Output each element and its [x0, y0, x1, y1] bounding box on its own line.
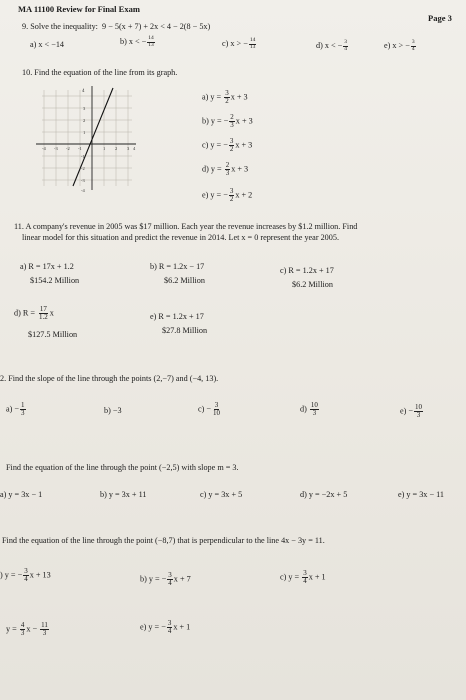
q14-c-num: 3: [303, 569, 307, 577]
q9-e-num: 3: [411, 39, 415, 45]
q14-e-text: e) y = −: [140, 622, 166, 632]
q10-d-text: d) y =: [202, 164, 224, 174]
q13-option-c: c) y = 3x + 5: [200, 490, 243, 499]
q10-option-b: [202, 114, 253, 129]
q14-d-fraction2: [40, 622, 49, 637]
q12-d-den: 3: [312, 409, 317, 417]
q14-a-den: 4: [24, 575, 28, 583]
q13-option-d: d) y = −2x + 5: [300, 490, 348, 499]
q12-e-fraction: [414, 404, 423, 419]
q9-option-c: [222, 38, 257, 50]
q12-c-text: c) −: [198, 404, 212, 414]
q9-c-den: 13: [249, 43, 256, 50]
q14-d-text: y =: [6, 624, 19, 634]
q14-d-num: 4: [20, 621, 25, 629]
q9-option-a: a) x < −14: [30, 40, 65, 49]
q14-option-a: [0, 568, 51, 583]
q11-option-b: b) R = 1.2x − 17: [150, 262, 205, 271]
q12-a-num: 1: [21, 401, 25, 409]
q14-e-fraction: [167, 620, 173, 635]
x-tick-label: 3: [127, 146, 130, 151]
y-tick-label: -3: [81, 178, 85, 183]
q14-a-fraction: [23, 568, 29, 583]
q11-option-d: [14, 306, 54, 321]
x-tick-label: -2: [66, 146, 70, 151]
q10-c-tail: x + 3: [235, 140, 253, 150]
graph-line: [73, 88, 113, 186]
q12-e-num: 10: [415, 403, 423, 411]
q11-option-e: e) R = 1.2x + 17: [150, 312, 204, 321]
q9-b-den: 13: [148, 41, 154, 48]
q9-e-den: 4: [411, 45, 415, 52]
q14-d-fraction: [20, 622, 26, 637]
q11-option-a: a) R = 17x + 1.2: [20, 262, 74, 271]
q9-c-num: 14: [249, 37, 256, 43]
q9-option-e-fraction: [411, 40, 416, 52]
y-tick-label: 1: [83, 130, 86, 135]
q9-b-num: 14: [148, 35, 154, 41]
q10-e-num: 3: [229, 187, 234, 195]
q14-b-fraction: [167, 572, 173, 587]
x-tick-label: 2: [115, 146, 118, 151]
q10-e-text: e) y = −: [202, 190, 228, 200]
x-tick-label: -1: [78, 146, 82, 151]
q9-stem-expression: 9 − 5(x + 7) + 2x < 4 − 2(8 − 5x): [102, 22, 211, 31]
y-tick-label: 2: [83, 118, 86, 123]
q14-d-den: 3: [20, 629, 25, 637]
q12-d-num: 10: [310, 401, 318, 409]
q9-option-c-text: c) x > −: [222, 38, 248, 48]
q9-option-b: [120, 36, 156, 48]
y-tick-label: -2: [81, 166, 85, 171]
q14-c-den: 4: [303, 577, 307, 585]
q14-b-tail: x + 7: [173, 574, 191, 584]
graph-axes: [36, 86, 136, 190]
q10-e-tail: x + 2: [235, 190, 253, 200]
q14-c-text: c) y =: [280, 572, 302, 582]
q10-d-den: 3: [225, 169, 230, 177]
q11-stem-line2: linear model for this situation and predict the revenue in 2014. Let x = 0 represent the year 2005.: [22, 233, 340, 242]
q12-option-e: [400, 404, 424, 419]
q14-a-tail: x + 13: [29, 570, 51, 580]
q9-stem-label: 9. Solve the inequality:: [22, 22, 98, 31]
q13-stem: Find the equation of the line through the point (−2,5) with slope m = 3.: [6, 463, 239, 472]
page-title: MA 11100 Review for Final Exam: [18, 4, 140, 14]
q12-a-fraction: [20, 402, 26, 417]
q9-d-den: 4: [344, 45, 348, 52]
q12-e-den: 3: [416, 411, 421, 419]
q9-option-b-fraction: [147, 36, 155, 48]
q14-b-text: b) y = −: [140, 574, 167, 584]
y-tick-label: -1: [81, 154, 85, 159]
q14-option-c: [280, 570, 326, 585]
q10-a-num: 3: [225, 89, 229, 97]
q14-b-den: 4: [168, 579, 172, 587]
q10-a-tail: x + 3: [230, 92, 248, 102]
q11-d-den: 1.2: [39, 313, 48, 321]
q10-graph: [32, 84, 142, 194]
q10-c-fraction: [229, 138, 235, 153]
q10-b-den: 3: [230, 121, 234, 129]
q9-option-b-text: b) x < −: [120, 36, 147, 46]
q9-option-d: [316, 40, 349, 52]
q10-option-d: [202, 162, 248, 177]
q13-option-a: a) y = 3x − 1: [0, 490, 43, 499]
q12-a-text: a) −: [6, 404, 20, 414]
q10-option-a: [202, 90, 248, 105]
q11-d-tail: x: [49, 308, 54, 318]
q12-option-a: [6, 402, 27, 417]
q14-c-fraction: [302, 570, 308, 585]
q12-option-b: b) −3: [104, 406, 122, 415]
x-tick-label: -3: [54, 146, 58, 151]
q12-stem: 2. Find the slope of the line through the points (2,−7) and (−4, 13).: [0, 374, 219, 383]
q11-d-text: d) R =: [14, 308, 38, 318]
q10-b-tail: x + 3: [235, 116, 253, 126]
y-tick-label: 3: [83, 106, 86, 111]
q10-c-num: 3: [229, 137, 234, 145]
q10-d-fraction: [225, 162, 231, 177]
q9-d-num: 3: [344, 39, 348, 45]
q12-a-den: 3: [21, 409, 25, 417]
q11-option-b-value: $6.2 Million: [164, 276, 205, 285]
q12-c-den: 10: [213, 409, 221, 417]
q12-c-fraction: [212, 402, 221, 417]
q14-a-text: ) y = −: [0, 570, 23, 580]
q10-c-text: c) y = −: [202, 140, 228, 150]
q12-d-fraction: [310, 402, 319, 417]
q11-option-a-value: $154.2 Million: [30, 276, 80, 285]
q14-a-num: 3: [24, 567, 28, 575]
q10-c-den: 2: [229, 145, 234, 153]
q14-d-mid: x −: [26, 624, 40, 634]
x-tick-label: 1: [103, 146, 106, 151]
q10-b-text: b) y = −: [202, 116, 229, 126]
q9-stem: [22, 22, 210, 31]
q11-stem-line1: 11. A company's revenue in 2005 was $17 million. Each year the revenue increases by $1.2 million. Find: [14, 222, 358, 231]
page-number: Page 3: [428, 13, 452, 23]
q10-e-fraction: [229, 188, 235, 203]
q11-d-fraction: [38, 306, 49, 321]
q11-option-e-value: $27.8 Million: [162, 326, 208, 335]
q10-d-num: 2: [225, 161, 230, 169]
q13-option-b: b) y = 3x + 11: [100, 490, 147, 499]
q10-a-text: a) y =: [202, 92, 224, 102]
graph-y-top-label: 4: [82, 89, 85, 94]
q14-option-d: [6, 622, 50, 637]
q11-d-num: 17: [39, 305, 47, 313]
q14-stem: Find the equation of the line through the point (−8,7) that is perpendicular to the line 4x − 3y = 11.: [2, 536, 325, 545]
q10-e-den: 2: [229, 195, 234, 203]
q11-option-c-value: $6.2 Million: [292, 280, 333, 289]
q14-option-e: [140, 620, 190, 635]
x-tick-label: 4: [133, 146, 136, 151]
q14-d-num2: 11: [41, 621, 48, 629]
q12-option-d: [300, 402, 320, 417]
q14-e-den: 4: [167, 627, 172, 635]
q14-e-tail: x + 1: [173, 622, 191, 632]
q10-b-fraction: [229, 114, 235, 129]
q12-option-c: [198, 402, 222, 417]
x-tick-label: -4: [42, 146, 46, 151]
q14-e-num: 3: [167, 619, 172, 627]
q10-a-fraction: [224, 90, 230, 105]
q10-a-den: 2: [225, 97, 229, 105]
q10-option-e: [202, 188, 252, 203]
q12-d-text: d): [300, 404, 309, 414]
q12-e-text: e) −: [400, 406, 414, 416]
q13-option-e: e) y = 3x − 11: [398, 490, 444, 499]
q14-b-num: 3: [168, 571, 172, 579]
q9-option-e: [384, 40, 417, 52]
y-tick-label: -4: [81, 188, 85, 193]
q10-option-c: [202, 138, 252, 153]
q9-option-c-fraction: [249, 38, 257, 50]
q9-option-d-text: d) x < −: [316, 40, 343, 50]
q9-option-e-text: e) x > −: [384, 40, 410, 50]
q12-c-num: 3: [214, 401, 219, 409]
q10-stem: 10. Find the equation of the line from its graph.: [22, 68, 178, 77]
q14-option-b: [140, 572, 191, 587]
q14-c-tail: x + 1: [308, 572, 326, 582]
q11-option-d-value: $127.5 Million: [28, 330, 78, 339]
q9-option-d-fraction: [343, 40, 348, 52]
q10-d-tail: x + 3: [231, 164, 249, 174]
q11-option-c: c) R = 1.2x + 17: [280, 266, 334, 275]
q10-b-num: 2: [230, 113, 234, 121]
q14-d-den2: 3: [42, 629, 47, 637]
